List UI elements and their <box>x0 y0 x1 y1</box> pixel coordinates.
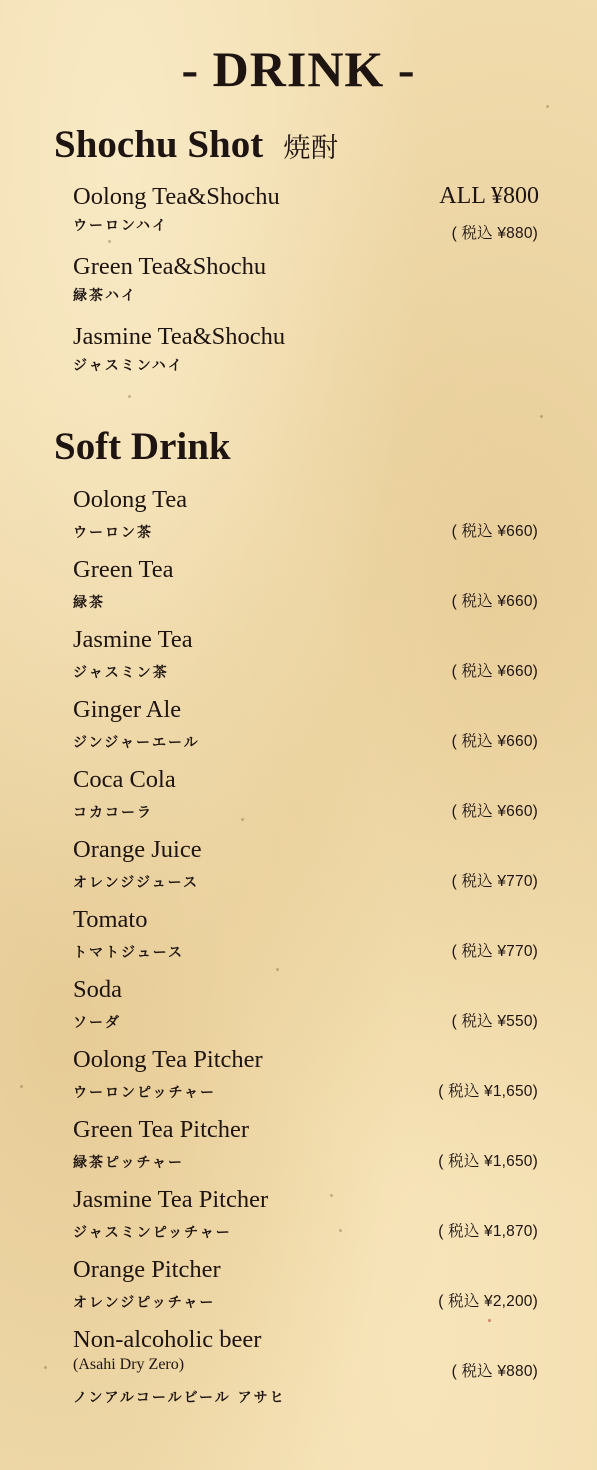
menu-item-name: Orange Pitcher <box>73 1256 221 1283</box>
paper-speck <box>241 818 244 821</box>
paper-speck <box>546 105 549 108</box>
paper-speck <box>488 1319 491 1322</box>
menu-item-name: Jasmine Tea&Shochu <box>73 323 286 350</box>
menu-item-price: ( 税込 ¥660) <box>451 593 538 610</box>
menu-item-jp: 緑茶ピッチャー <box>73 1155 185 1171</box>
menu-item-jp: ウーロン茶 <box>73 525 153 541</box>
menu-item-price: ( 税込 ¥660) <box>451 663 538 680</box>
menu-item-name: Green Tea <box>73 556 174 583</box>
menu-item-name: Coca Cola <box>73 766 176 793</box>
menu-item-name: Ginger Ale <box>73 696 182 723</box>
menu-item-name: Oolong Tea Pitcher <box>73 1046 263 1073</box>
paper-speck <box>330 1194 333 1197</box>
paper-speck <box>44 1366 47 1369</box>
section-title-shochu-jp: 焼酎 <box>283 133 340 164</box>
menu-item-note: (Asahi Dry Zero) <box>73 1356 185 1373</box>
menu-item-jp: 緑茶 <box>73 595 105 611</box>
shochu-all-price: ALL ¥800 <box>439 183 539 209</box>
menu-item-name: Non-alcoholic beer <box>73 1326 262 1353</box>
menu-item-price: ( 税込 ¥770) <box>451 943 538 960</box>
menu-item-name: Green Tea&Shochu <box>73 253 267 280</box>
menu-item-name: Oolong Tea <box>73 486 188 513</box>
menu-item-name: Oolong Tea&Shochu <box>73 183 280 210</box>
menu-item-jp: トマトジュース <box>73 945 185 961</box>
paper-speck <box>339 1229 342 1232</box>
menu-item-jp: 緑茶ハイ <box>73 288 137 304</box>
menu-title: - DRINK - <box>181 41 416 97</box>
section-title-shochu-en: Shochu Shot <box>54 123 264 166</box>
menu-item-price: ( 税込 ¥550) <box>451 1013 538 1030</box>
menu-item-jp: コカコーラ <box>73 805 153 821</box>
paper-speck <box>20 1085 23 1088</box>
menu-item-price: ( 税込 ¥660) <box>451 523 538 540</box>
menu-item-jp: ノンアルコールビール アサヒ <box>73 1390 286 1406</box>
section-title-shochu <box>54 122 339 167</box>
menu-item-price: ( 税込 ¥770) <box>451 873 538 890</box>
menu-item-name: Orange Juice <box>73 836 202 863</box>
menu-item-jp: オレンジジュース <box>73 875 199 891</box>
section-title-soft-drink: Soft Drink <box>54 425 231 468</box>
menu-item-price: ( 税込 ¥1,650) <box>438 1083 538 1100</box>
menu-item-jp: ソーダ <box>73 1015 121 1031</box>
menu-item-name: Tomato <box>73 906 148 933</box>
menu-item-price: ( 税込 ¥1,650) <box>438 1153 538 1170</box>
menu-item-price: ( 税込 ¥660) <box>451 803 538 820</box>
shochu-price-incl-tax: ( 税込 ¥880) <box>451 225 538 242</box>
paper-speck <box>108 240 111 243</box>
paper-speck <box>128 395 131 398</box>
menu-item-price: ( 税込 ¥660) <box>451 733 538 750</box>
menu-item-price: ( 税込 ¥1,870) <box>438 1223 538 1240</box>
paper-speck <box>540 415 543 418</box>
menu-item-name: Jasmine Tea Pitcher <box>73 1186 269 1213</box>
menu-item-price: ( 税込 ¥2,200) <box>438 1293 538 1310</box>
paper-speck <box>276 968 279 971</box>
menu-item-name: Green Tea Pitcher <box>73 1116 250 1143</box>
menu-item-name: Soda <box>73 976 122 1003</box>
menu-item-jp: ジャスミンハイ <box>73 358 184 374</box>
menu-item-jp: ジンジャーエール <box>73 735 200 751</box>
menu-item-jp: オレンジピッチャー <box>73 1295 216 1311</box>
menu-item-jp: ウーロンピッチャー <box>73 1085 217 1101</box>
menu-item-name: Jasmine Tea <box>73 626 193 653</box>
menu-item-jp: ウーロンハイ <box>73 218 169 234</box>
menu-item-price: ( 税込 ¥880) <box>451 1363 538 1380</box>
menu-item-jp: ジャスミン茶 <box>73 665 169 681</box>
menu-item-jp: ジャスミンピッチャー <box>73 1225 232 1241</box>
